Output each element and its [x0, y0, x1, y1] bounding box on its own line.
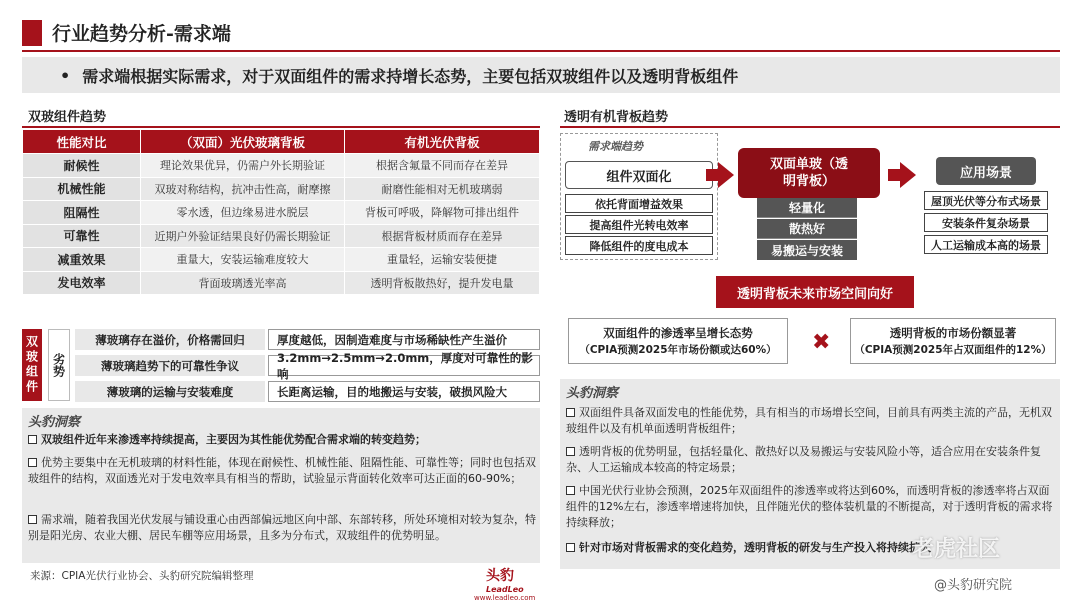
- right-insight-item: 中国光伏行业协会预测，2025年双面组件的渗透率或将达到60%，而透明背板的渗透率将占双面组件的12%左右，渗透率增速将加快，且伴随光伏的整体装机量的不断提高，对于透明背板的需求将持续释放；: [566, 484, 1053, 529]
- right-insight-item: 双面组件具备双面发电的性能优势，具有相当的市场增长空间，目前具有两类主流的产品，无机双玻组件以及有机单面透明背板组件；: [566, 406, 1052, 435]
- right-insight-item: 透明背板的优势明显，包括轻量化、散热好以及易搬运与安装风险小等，适合应用在安装条件复杂、人工运输成本较高的特定场景；: [566, 445, 1041, 474]
- stat-card: [850, 318, 1056, 364]
- row-label: 耐候性: [23, 154, 141, 178]
- table-cell: 背面玻璃透光率高: [141, 271, 345, 295]
- checkbox-icon: [566, 486, 575, 495]
- table-header: 性能对比: [23, 130, 141, 154]
- brand-url: www.leadleo.com: [474, 594, 536, 602]
- left-insight-item: 需求端，随着我国光伏发展与铺设重心由西部偏远地区向中部、东部转移，所处环境相对较为复杂，特别是阳光房、农业大棚、居民车棚等应用场景，且多为分布式，双玻组件的优势明显。: [28, 513, 536, 542]
- table-row: [23, 271, 540, 295]
- table-header: 有机光伏背板: [345, 130, 540, 154]
- feature-item: 轻量化: [757, 198, 857, 218]
- row-label: 机械性能: [23, 177, 141, 201]
- table-cell: 零水透，但边缘易进水脱层: [141, 201, 345, 225]
- left-insight-title: 头豹洞察: [28, 415, 81, 430]
- title-marker: [22, 20, 42, 46]
- right-section-title: 透明有机背板趋势: [564, 110, 669, 125]
- checkbox-icon: [566, 543, 575, 552]
- trend-point: 依托背面增益效果: [565, 194, 713, 213]
- stat-title: 透明背板的市场份额显著: [889, 326, 1017, 340]
- feature-item: 散热好: [757, 219, 857, 239]
- right-insight-title: 头豹洞察: [566, 386, 619, 401]
- demand-label: 需求端趋势: [588, 140, 643, 153]
- summary-text: 需求端根据实际需求，对于双面组件的需求持增长态势，主要包括双玻组件以及透明背板组件: [82, 66, 739, 86]
- table-row: [23, 201, 540, 225]
- table-cell: 根据含氟量不同而存在差异: [345, 154, 540, 178]
- title-divider: [22, 50, 1060, 52]
- scenario-title: 应用场景: [936, 157, 1036, 185]
- table-cell: 背板可呼吸，降解物可排出组件: [345, 201, 540, 225]
- disadvantage-detail: 长距离运输，目的地搬运与安装，破损风险大: [268, 381, 540, 402]
- table-cell: 重量轻，运输安装便捷: [345, 248, 540, 272]
- row-label: 减重效果: [23, 248, 141, 272]
- scenario-item: 人工运输成本高的场景: [924, 235, 1048, 254]
- row-label: 阻隔性: [23, 201, 141, 225]
- table-cell: 双玻对称结构，抗冲击性高，耐摩擦: [141, 177, 345, 201]
- row-label: 可靠性: [23, 224, 141, 248]
- arrow-right-icon: [900, 162, 916, 188]
- bullet-icon: •: [60, 65, 71, 85]
- source-note: 来源：CPIA光伏行业协会、头豹研究院编辑整理: [30, 570, 254, 582]
- product-box: 双面单玻（透明背板）: [738, 148, 880, 198]
- stat-note: （CPIA预测2025年市场份额或达60%）: [579, 344, 777, 356]
- watermark: 老虎社区: [912, 537, 1001, 562]
- left-insight-item: 优势主要集中在无机玻璃的材料性能，体现在耐候性、机械性能、阻隔性能、可靠性等；同时也包括双玻组件的结构，双面透光对于发电效率具有相当的帮助，试验显示背面转化效率可达正面的60-90%；: [28, 456, 536, 485]
- table-header-row: [23, 130, 540, 154]
- page-title: 行业趋势分析-需求端: [52, 23, 231, 45]
- left-insight-item: 双玻组件近年来渗透率持续提高，主要因为其性能优势配合需求端的转变趋势；: [28, 432, 536, 448]
- table-row: [23, 177, 540, 201]
- table-cell: 耐磨性能相对无机玻璃弱: [345, 177, 540, 201]
- right-section-divider: [560, 126, 1060, 128]
- table-cell: 根据背板材质而存在差异: [345, 224, 540, 248]
- table-row: [23, 154, 540, 178]
- summary-bar: [22, 57, 1060, 93]
- double-glass-label: 双玻组件: [22, 329, 42, 401]
- table-cell: 理论效果优异，仍需户外长期验证: [141, 154, 345, 178]
- disadvantage-detail: 厚度越低，因制造难度与市场稀缺性产生溢价: [268, 329, 540, 350]
- disadvantage-detail: 3.2mm→2.5mm→2.0mm，厚度对可靠性的影响: [268, 355, 540, 376]
- checkbox-icon: [28, 435, 37, 444]
- checkbox-icon: [566, 447, 575, 456]
- disadvantage-issue: 薄玻璃的运输与安装难度: [75, 381, 265, 402]
- table-cell: 透明背板散热好，提升发电量: [345, 271, 540, 295]
- disadvantage-label: 劣势: [48, 329, 70, 401]
- disadvantage-issue: 薄玻璃趋势下的可靠性争议: [75, 355, 265, 376]
- disadvantage-issue: 薄玻璃存在溢价，价格需回归: [75, 329, 265, 350]
- arrow-right-icon: [718, 162, 734, 188]
- stat-card: [568, 318, 788, 364]
- left-section-divider: [22, 126, 540, 128]
- scenario-item: 安装条件复杂场景: [924, 213, 1048, 232]
- table-row: [23, 248, 540, 272]
- multiply-icon: ✖: [812, 330, 831, 355]
- table-row: [23, 224, 540, 248]
- checkbox-icon: [28, 458, 37, 467]
- row-label: 发电效率: [23, 271, 141, 295]
- left-section-title: 双玻组件趋势: [28, 110, 107, 125]
- feature-item: 易搬运与安装: [757, 240, 857, 260]
- table-header: （双面）光伏玻璃背板: [141, 130, 345, 154]
- conclusion-banner: 透明背板未来市场空间向好: [716, 276, 914, 308]
- checkbox-icon: [28, 515, 37, 524]
- scenario-item: 屋顶光伏等分布式场景: [924, 191, 1048, 210]
- comparison-table: [22, 129, 540, 295]
- stat-note: （CPIA预测2025年占双面组件的12%）: [854, 344, 1052, 356]
- table-cell: 重量大，安装运输难度较大: [141, 248, 345, 272]
- trend-point: 提高组件光转电效率: [565, 215, 713, 234]
- right-insight-item: 针对市场对背板需求的变化趋势，透明背板的研发与生产投入将持续扩大: [566, 540, 1056, 556]
- trend-box: 组件双面化: [565, 161, 713, 189]
- checkbox-icon: [566, 408, 575, 417]
- table-cell: 近期户外验证结果良好仍需长期验证: [141, 224, 345, 248]
- stat-title: 双面组件的渗透率呈增长态势: [603, 326, 753, 340]
- brand-logo: 头豹 LeadLeo: [486, 568, 524, 594]
- watermark-handle: @头豹研究院: [934, 578, 1013, 593]
- trend-point: 降低组件的度电成本: [565, 236, 713, 255]
